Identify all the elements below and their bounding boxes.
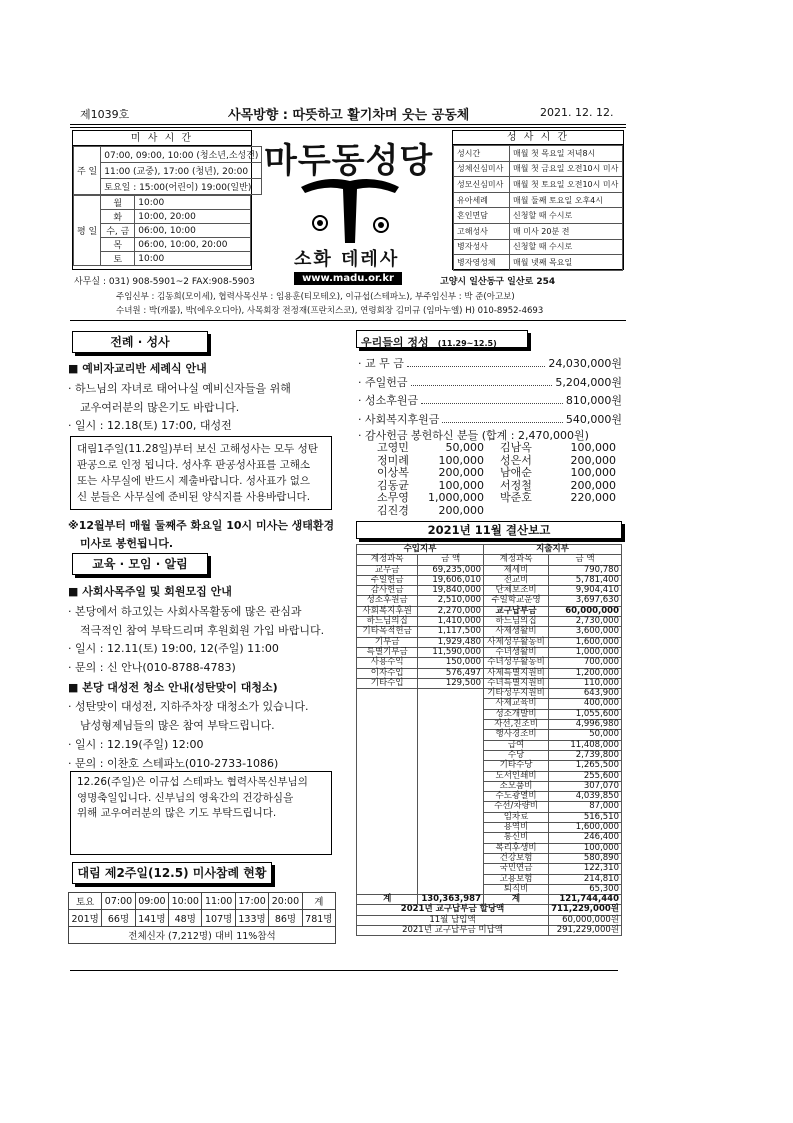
offerings-period: (11.29~12.5) bbox=[437, 339, 497, 348]
attendance-table bbox=[68, 892, 336, 944]
attendance-value: 141명 bbox=[135, 910, 168, 927]
income-amount: 2,510,000 bbox=[418, 596, 484, 606]
sacrament-name: 병자영성체 bbox=[454, 255, 510, 271]
income-empty bbox=[418, 874, 484, 884]
income-amount: 69,235,000 bbox=[418, 565, 484, 575]
income-empty bbox=[418, 699, 484, 709]
cleaning-contact: · 문의 : 이찬호 스테파노(010-2733-1086) bbox=[68, 757, 279, 770]
income-empty bbox=[357, 864, 418, 874]
expense-amount: 5,781,400 bbox=[549, 575, 622, 585]
income-empty bbox=[357, 833, 418, 843]
expense-item: 도서인쇄비 bbox=[484, 771, 549, 781]
weekday-day: 화 bbox=[101, 210, 135, 224]
expense-amount: 4,039,850 bbox=[549, 792, 622, 802]
expense-total: 121,744,440 bbox=[549, 895, 622, 905]
income-empty bbox=[418, 689, 484, 699]
income-item: 기타목적헌금 bbox=[357, 627, 418, 637]
expense-amount: 50,000 bbox=[549, 730, 622, 740]
attendance-header: 07:00 bbox=[102, 893, 135, 910]
income-empty bbox=[357, 699, 418, 709]
sacrament-name: 성모신심미사 bbox=[454, 177, 510, 193]
income-col-item: 계정과목 bbox=[357, 555, 418, 565]
sunday-label: 주 일 bbox=[74, 147, 101, 195]
mass-schedule bbox=[72, 130, 259, 270]
expense-amount: 122,310 bbox=[549, 864, 622, 874]
cleaning-text: · 성탄맞이 대성전, 지하주차장 대청소가 있습니다. bbox=[68, 700, 309, 713]
diocese-paid-value: 60,000,000원 bbox=[549, 915, 622, 925]
expense-item: 자선,친조비 bbox=[484, 720, 549, 730]
patron-saint: 소화 데레사 bbox=[294, 249, 400, 270]
section-liturgy: 전례 · 성사 bbox=[72, 331, 208, 353]
weekday-day: 수, 금 bbox=[101, 224, 135, 238]
offering-row bbox=[358, 373, 622, 392]
donor-name: 김남옥 bbox=[500, 441, 532, 454]
sacrament-time: 매월 첫 목요일 저녁8시 bbox=[510, 146, 623, 162]
expense-amount: 1,265,500 bbox=[549, 761, 622, 771]
income-empty bbox=[418, 802, 484, 812]
income-empty bbox=[357, 843, 418, 853]
income-title: 수입지부 bbox=[357, 545, 484, 555]
cleaning-text: 남성형제님들의 많은 참여 부탁드립니다. bbox=[80, 719, 275, 732]
income-empty bbox=[357, 853, 418, 863]
donor-name: 박준호 bbox=[500, 491, 532, 504]
expense-item: 수녀생활비 bbox=[484, 647, 549, 657]
expense-amount: 11,408,000 bbox=[549, 740, 622, 750]
expense-amount: 1,600,000 bbox=[549, 823, 622, 833]
income-item: 성소후원금 bbox=[357, 596, 418, 606]
pastoral-motto: 사목방향 : 따뜻하고 활기차며 웃는 공동체 bbox=[228, 108, 470, 123]
expense-item: 하느님의집 bbox=[484, 617, 549, 627]
finance-title: 2021년 11월 결산보고 bbox=[356, 521, 622, 539]
finance-table bbox=[356, 544, 622, 936]
expense-amount: 255,600 bbox=[549, 771, 622, 781]
income-amount: 1,117,500 bbox=[418, 627, 484, 637]
income-total-label: 계 bbox=[357, 895, 418, 905]
expense-amount: 580,890 bbox=[549, 853, 622, 863]
income-empty bbox=[357, 874, 418, 884]
church-name: 마두동성당 bbox=[264, 141, 434, 181]
donor-name: 고영민 bbox=[377, 441, 409, 454]
expense-item: 전교비 bbox=[484, 575, 549, 585]
income-item: 교무금 bbox=[357, 565, 418, 575]
donor-name bbox=[486, 505, 546, 518]
diocese-unpaid-value: 291,229,000원 bbox=[549, 925, 622, 935]
offering-row bbox=[358, 391, 622, 410]
income-empty bbox=[418, 761, 484, 771]
expense-item: 급여 bbox=[484, 740, 549, 750]
attendance-header: 20:00 bbox=[269, 893, 302, 910]
income-item: 주일헌금 bbox=[357, 575, 418, 585]
social-date: · 일시 : 12.11(토) 19:00, 12(주일) 11:00 bbox=[68, 642, 279, 655]
offering-dots bbox=[442, 415, 563, 423]
expense-item: 제세비 bbox=[484, 565, 549, 575]
income-amount: 576,497 bbox=[418, 668, 484, 678]
expense-item: 기타수당 bbox=[484, 761, 549, 771]
attendance-value: 133명 bbox=[235, 910, 268, 927]
income-item: 감사헌금 bbox=[357, 586, 418, 596]
donor-amount: 200,000 bbox=[438, 466, 484, 479]
saturday-times: 토요일 : 15:00(어린이) 19:00(일반) bbox=[101, 179, 262, 195]
sacrament-name: 혼인면담 bbox=[454, 208, 510, 224]
sacrament-schedule-title: 성 사 시 간 bbox=[453, 131, 623, 145]
donor-amount: 200,000 bbox=[570, 453, 616, 467]
sacrament-name: 성체신심미사 bbox=[454, 161, 510, 177]
donor-amount: 100,000 bbox=[570, 441, 616, 454]
weekday-times: 06:00, 10:00 bbox=[135, 224, 251, 238]
cross-logo-icon bbox=[295, 173, 405, 245]
income-empty bbox=[357, 709, 418, 719]
offering-value: 5,204,000원 bbox=[555, 375, 622, 389]
expense-item: 교구납부금 bbox=[484, 606, 549, 616]
income-empty bbox=[418, 792, 484, 802]
sacrament-time: 매월 첫 토요일 오전10시 미사 bbox=[510, 177, 623, 193]
cleaning-title: ■ 본당 대성전 청소 안내(성탄맞이 대청소) bbox=[68, 681, 278, 694]
issue-number: 제1039호 bbox=[80, 108, 130, 121]
income-empty bbox=[418, 812, 484, 822]
offering-list bbox=[358, 354, 622, 428]
income-item: 이자수입 bbox=[357, 668, 418, 678]
expense-amount: 4,996,980 bbox=[549, 720, 622, 730]
expense-amount: 2,739,800 bbox=[549, 750, 622, 760]
clergy-list: 주임신부 : 김동희(모이세), 협력사목신부 : 임용훈(티모테오), 이규섭(스테파노), 부주임신부 : 박 준(아고보) bbox=[116, 292, 515, 302]
donor-amount bbox=[546, 505, 618, 518]
sacrament-name: 성시간 bbox=[454, 146, 510, 162]
sacrament-time: 신청할 때 수시로 bbox=[510, 208, 623, 224]
income-empty bbox=[418, 750, 484, 760]
expense-title: 지출지부 bbox=[484, 545, 622, 555]
attendance-header: 토요 bbox=[69, 893, 102, 910]
offering-dots bbox=[421, 396, 563, 404]
weekday-label: 평 일 bbox=[74, 196, 101, 266]
expense-item: 복리후생비 bbox=[484, 843, 549, 853]
expense-amount: 3,600,000 bbox=[549, 627, 622, 637]
income-amount: 2,270,000 bbox=[418, 606, 484, 616]
expense-amount: 700,000 bbox=[549, 658, 622, 668]
offering-dots bbox=[411, 378, 553, 386]
diocese-quota-value: 711,229,000원 bbox=[549, 905, 622, 915]
offering-value: 24,030,000원 bbox=[548, 357, 622, 371]
offering-dots bbox=[407, 359, 546, 367]
expense-item: 사제교육비 bbox=[484, 699, 549, 709]
income-empty bbox=[357, 750, 418, 760]
expense-col-item: 계정과목 bbox=[484, 555, 549, 565]
expense-item: 국민연금 bbox=[484, 864, 549, 874]
expense-amount: 2,730,000 bbox=[549, 617, 622, 627]
sacrament-name: 고해성사 bbox=[454, 223, 510, 239]
expense-item: 수녀특별지원비 bbox=[484, 678, 549, 688]
expense-amount: 1,200,000 bbox=[549, 668, 622, 678]
attendance-value: 48명 bbox=[169, 910, 202, 927]
expense-total-label: 계 bbox=[484, 895, 549, 905]
income-empty bbox=[357, 792, 418, 802]
income-empty bbox=[418, 864, 484, 874]
donor-amount: 200,000 bbox=[438, 503, 484, 517]
offering-row bbox=[358, 410, 622, 429]
expense-amount: 246,400 bbox=[549, 833, 622, 843]
expense-item: 기타성무지원비 bbox=[484, 689, 549, 699]
sunday-times: 11:00 (교중), 17:00 (청년), 20:00 bbox=[101, 163, 262, 179]
expense-amount: 87,000 bbox=[549, 802, 622, 812]
expense-amount: 9,904,410 bbox=[549, 586, 622, 596]
attendance-value: 107명 bbox=[202, 910, 235, 927]
income-empty bbox=[418, 771, 484, 781]
income-item: 사용수익 bbox=[357, 658, 418, 668]
office-phone: 사무실 : 031) 908-5901~2 FAX:908-5903 bbox=[74, 277, 255, 287]
expense-amount: 214,810 bbox=[549, 874, 622, 884]
social-title: ■ 사회사목주일 및 회원모집 안내 bbox=[68, 585, 232, 598]
social-text: 적극적인 참여 부탁드리며 후원회원 가입 바랍니다. bbox=[80, 624, 325, 637]
expense-amount: 643,900 bbox=[549, 689, 622, 699]
offering-label: · 교 무 금 bbox=[358, 357, 404, 371]
income-empty bbox=[418, 823, 484, 833]
section-education: 교육 · 모임 · 알림 bbox=[72, 553, 208, 575]
section-attendance: 대림 제2주일(12.5) 미사참례 현황 bbox=[72, 862, 272, 884]
weekday-times: 10:00, 20:00 bbox=[135, 210, 251, 224]
income-item: 사회복지후원 bbox=[357, 606, 418, 616]
social-text: · 본당에서 하고있는 사회사목활동에 많은 관심과 bbox=[68, 605, 302, 618]
income-empty bbox=[418, 730, 484, 740]
diocese-quota-label: 2021년 교구납부금 할당액 bbox=[357, 905, 549, 915]
expense-amount: 516,510 bbox=[549, 812, 622, 822]
expense-item: 수녀성무활동비 bbox=[484, 658, 549, 668]
expense-item: 임차료 bbox=[484, 812, 549, 822]
income-empty bbox=[357, 812, 418, 822]
expense-item: 수도광열비 bbox=[484, 792, 549, 802]
donor-amount: 50,000 bbox=[445, 441, 484, 454]
expense-item: 주일학교운영 bbox=[484, 596, 549, 606]
income-col-amount: 금 액 bbox=[418, 555, 484, 565]
sacrament-time: 매월 둘째 토요일 오후4시 bbox=[510, 192, 623, 208]
expense-item: 건강보험 bbox=[484, 853, 549, 863]
website-url[interactable]: www.madu.or.kr bbox=[294, 272, 402, 285]
baptism-text: · 하느님의 자녀로 태어나실 예비신자들을 위해 bbox=[68, 382, 291, 395]
expense-amount: 1,000,000 bbox=[549, 647, 622, 657]
expense-amount: 400,000 bbox=[549, 699, 622, 709]
expense-amount: 60,000,000 bbox=[549, 606, 622, 616]
income-item: 하느님의집 bbox=[357, 617, 418, 627]
income-empty bbox=[418, 833, 484, 843]
expense-amount: 100,000 bbox=[549, 843, 622, 853]
income-empty bbox=[357, 802, 418, 812]
income-empty bbox=[418, 720, 484, 730]
donor-name: 김진경 bbox=[377, 503, 409, 517]
attendance-header: 10:00 bbox=[169, 893, 202, 910]
weekday-day: 월 bbox=[101, 196, 135, 210]
sacrament-name: 병자성사 bbox=[454, 239, 510, 255]
baptism-date: · 일시 : 12.18(토) 17:00, 대성전 bbox=[68, 419, 232, 432]
weekday-day: 목 bbox=[101, 238, 135, 252]
expense-item: 단체보조비 bbox=[484, 586, 549, 596]
weekday-day: 토 bbox=[101, 252, 135, 266]
income-item: 특별기부금 bbox=[357, 647, 418, 657]
attendance-value: 781명 bbox=[302, 910, 335, 927]
sacrament-time: 신청할 때 수시로 bbox=[510, 239, 623, 255]
sacrament-time: 매월 넷째 목요일 bbox=[510, 255, 623, 271]
diocese-paid-label: 11월 납입액 bbox=[357, 915, 549, 925]
income-empty bbox=[418, 843, 484, 853]
donor-amount: 100,000 bbox=[438, 478, 484, 492]
expense-amount: 110,000 bbox=[549, 678, 622, 688]
expense-item: 수선/차량비 bbox=[484, 802, 549, 812]
donor-amount: 220,000 bbox=[570, 491, 616, 504]
expense-item: 성소개발비 bbox=[484, 709, 549, 719]
attendance-value: 66명 bbox=[102, 910, 135, 927]
donor-name: 남애순 bbox=[500, 466, 532, 479]
income-empty bbox=[357, 823, 418, 833]
attendance-header: 17:00 bbox=[235, 893, 268, 910]
donor-name: 김동균 bbox=[377, 478, 409, 492]
donor-name: 서정철 bbox=[500, 478, 532, 492]
expense-amount: 1,600,000 bbox=[549, 637, 622, 647]
income-amount: 19,606,010 bbox=[418, 575, 484, 585]
expense-item: 행사경조비 bbox=[484, 730, 549, 740]
offering-label: · 사회복지후원금 bbox=[358, 412, 440, 426]
church-address: 고양시 일산동구 일산로 254 bbox=[440, 277, 556, 287]
income-empty bbox=[357, 771, 418, 781]
expense-item: 수당 bbox=[484, 750, 549, 760]
weekday-times: 10:00 bbox=[135, 196, 251, 210]
income-amount: 1,410,000 bbox=[418, 617, 484, 627]
donor-name: 소무영 bbox=[377, 491, 409, 504]
feast-notice: 12.26(주일)은 이규섭 스테파노 협력사목신부님의 영명축일입니다. 신부님의 영육간의 건강하심을 위해 교우여러분의 많은 기도 부탁드립니다. bbox=[70, 771, 332, 855]
attendance-note: 전체신자 (7,212명) 대비 11%참석 bbox=[69, 927, 336, 944]
staff-list: 수녀원 : 박(캐롤), 박(에우오디아), 사목회장 전정재(프란치스코), 연령회장 김미규 (임마누엘) H) 010-8952-4693 bbox=[116, 306, 544, 316]
sacrament-time: 매 미사 20분 전 bbox=[510, 223, 623, 239]
offerings-title: 우리들의 정성 bbox=[361, 336, 429, 349]
donor-name: 정미례 bbox=[377, 453, 409, 467]
expense-amount: 790,780 bbox=[549, 565, 622, 575]
donor-name: 성은서 bbox=[500, 453, 532, 467]
offering-value: 810,000원 bbox=[565, 394, 622, 408]
offering-label: · 주일헌금 bbox=[358, 375, 408, 389]
donor-amount: 100,000 bbox=[438, 453, 484, 467]
issue-date: 2021. 12. 12. bbox=[540, 106, 614, 119]
expense-item: 소모품비 bbox=[484, 781, 549, 791]
weekday-times: 06:00, 10:00, 20:00 bbox=[135, 238, 251, 252]
expense-col-amount: 금 액 bbox=[549, 555, 622, 565]
income-empty bbox=[418, 781, 484, 791]
income-amount: 150,000 bbox=[418, 658, 484, 668]
donor-name: 이상복 bbox=[377, 466, 409, 479]
expense-item: 고용보험 bbox=[484, 874, 549, 884]
income-empty bbox=[357, 761, 418, 771]
income-amount: 11,590,000 bbox=[418, 647, 484, 657]
income-empty bbox=[418, 709, 484, 719]
expense-amount: 3,697,630 bbox=[549, 596, 622, 606]
donor-table bbox=[370, 442, 618, 517]
weekday-times: 10:00 bbox=[135, 252, 251, 266]
expense-amount: 307,070 bbox=[549, 781, 622, 791]
attendance-header: 계 bbox=[302, 893, 335, 910]
sacrament-schedule bbox=[452, 130, 624, 270]
income-total: 130,363,987 bbox=[418, 895, 484, 905]
confession-notice: 대림1주일(11.28일)부터 보신 고해성사는 모두 성탄 판공으로 인정 됩니다. 성사후 판공성사표를 고해소 또는 사무실에 반드시 제출바랍니다. 성사표가 없으 신 분들은 사무실에 준비된 양식지를 사용바랍니다. bbox=[70, 436, 332, 510]
income-amount: 19,840,000 bbox=[418, 586, 484, 596]
donor-amount: 1,000,000 bbox=[428, 491, 484, 504]
income-empty bbox=[357, 730, 418, 740]
eco-mass-note: ※12월부터 매월 둘째주 화요일 10시 미사는 생태환경 bbox=[68, 519, 335, 532]
income-item: 기타수입 bbox=[357, 678, 418, 688]
expense-item: 사제특별지원비 bbox=[484, 668, 549, 678]
sacrament-name: 유아세례 bbox=[454, 192, 510, 208]
expense-amount: 65,300 bbox=[549, 884, 622, 894]
baptism-title: ■ 예비자교리반 세례식 안내 bbox=[68, 362, 207, 375]
thanks-title: · 감사헌금 봉헌하신 분들 (합계 : 2,470,000원) bbox=[358, 429, 589, 442]
donor-amount: 200,000 bbox=[570, 478, 616, 492]
cleaning-date: · 일시 : 12.19(주일) 12:00 bbox=[68, 738, 204, 751]
expense-item: 사제생활비 bbox=[484, 627, 549, 637]
income-empty bbox=[418, 853, 484, 863]
income-empty bbox=[418, 740, 484, 750]
attendance-value: 86명 bbox=[269, 910, 302, 927]
attendance-value: 201명 bbox=[69, 910, 102, 927]
sacrament-time: 매월 첫 금요일 오전10시 미사 bbox=[510, 161, 623, 177]
eco-mass-note: 미사로 봉헌됩니다. bbox=[80, 537, 174, 550]
expense-item: 용역비 bbox=[484, 823, 549, 833]
social-contact: · 문의 : 신 안나(010-8788-4783) bbox=[68, 661, 236, 674]
expense-item: 통신비 bbox=[484, 833, 549, 843]
income-item: 기부금 bbox=[357, 637, 418, 647]
income-empty bbox=[357, 740, 418, 750]
offering-row bbox=[358, 354, 622, 373]
offering-value: 540,000원 bbox=[565, 412, 622, 426]
expense-item: 퇴직비 bbox=[484, 884, 549, 894]
income-empty bbox=[357, 689, 418, 699]
income-empty bbox=[418, 884, 484, 894]
mass-schedule-title: 미 사 시 간 bbox=[73, 131, 251, 146]
offerings-header bbox=[356, 330, 528, 348]
income-empty bbox=[357, 720, 418, 730]
sunday-times: 07:00, 09:00, 10:00 (청소년,소성전) bbox=[101, 147, 262, 163]
income-amount: 129,500 bbox=[418, 678, 484, 688]
income-empty bbox=[357, 781, 418, 791]
diocese-unpaid-label: 2021년 교구납부금 미납액 bbox=[357, 925, 549, 935]
income-amount: 1,929,480 bbox=[418, 637, 484, 647]
attendance-header: 09:00 bbox=[135, 893, 168, 910]
offering-label: · 성소후원금 bbox=[358, 394, 419, 408]
attendance-header: 11:00 bbox=[202, 893, 235, 910]
expense-amount: 1,055,600 bbox=[549, 709, 622, 719]
baptism-text: 교우여러분의 많은기도 바랍니다. bbox=[80, 401, 240, 414]
expense-item: 사제성무활동비 bbox=[484, 637, 549, 647]
donor-amount: 100,000 bbox=[570, 466, 616, 479]
